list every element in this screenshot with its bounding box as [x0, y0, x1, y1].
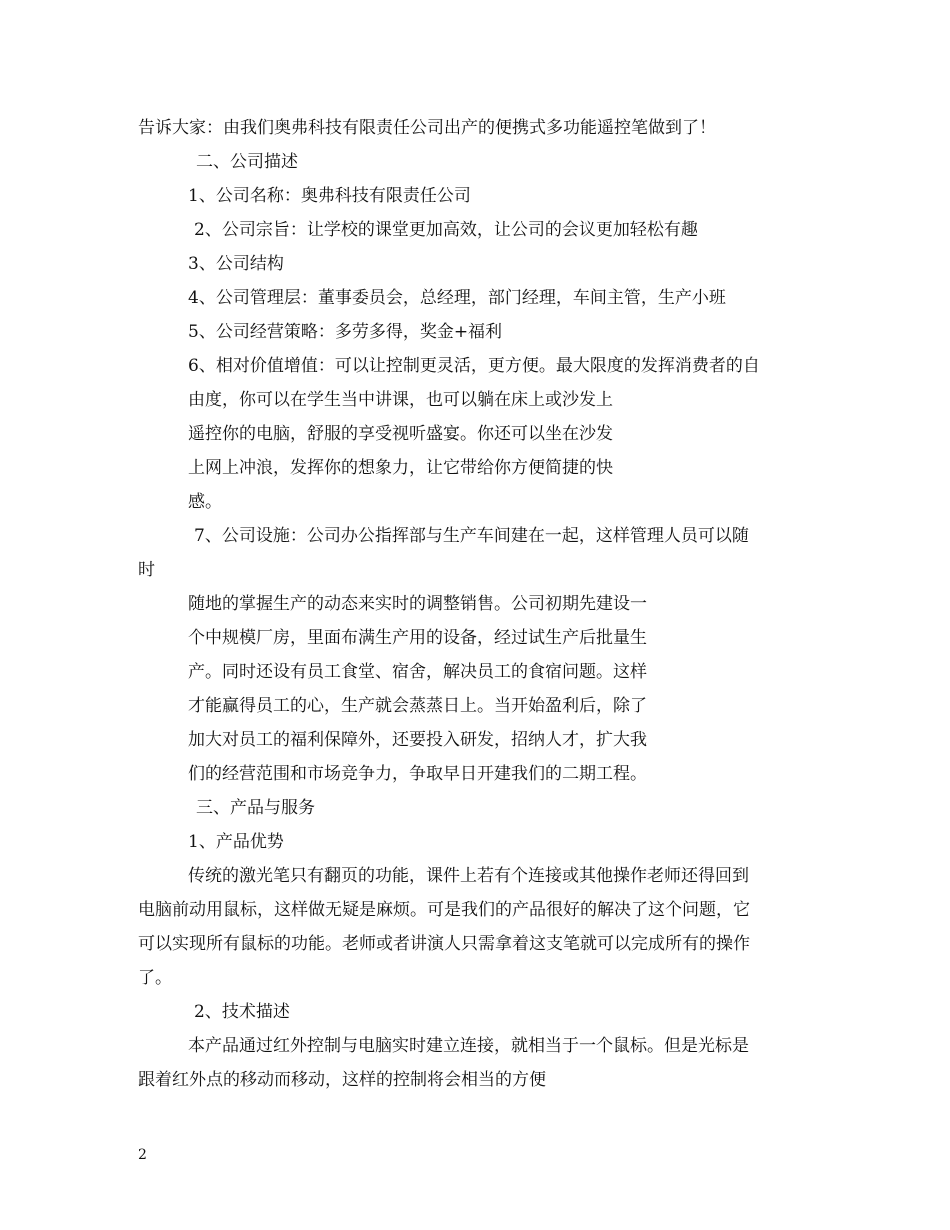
body-line-facilities-5: 才能赢得员工的心，生产就会蒸蒸日上。当开始盈利后，除了	[188, 696, 647, 716]
body-line-facilities-7: 们的经营范围和市场竞争力，争取早日开建我们的二期工程。	[188, 764, 647, 784]
page-number: 2	[138, 1147, 147, 1163]
body-line-facilities-4: 产。同时还设有员工食堂、宿舍，解决员工的食宿问题。这样	[188, 662, 647, 682]
body-line-1: 告诉大家：由我们奥弗科技有限责任公司出产的便携式多功能遥控笔做到了！	[138, 118, 716, 138]
list-item-company-name: 1、公司名称：奥弗科技有限责任公司	[188, 186, 471, 206]
list-item-company-structure: 3、公司结构	[188, 254, 284, 274]
body-line-facilities-wrap: 时	[138, 560, 155, 580]
list-item-tech-description: 2、技术描述	[194, 1002, 290, 1022]
body-line-facilities-6: 加大对员工的福利保障外，还要投入研发，招纳人才，扩大我	[188, 730, 647, 750]
body-line-value-4: 上网上冲浪，发挥你的想象力，让它带给你方便简捷的快	[188, 458, 613, 478]
body-line-value-3: 遥控你的电脑，舒服的享受视听盛宴。你还可以坐在沙发	[188, 424, 613, 444]
body-line-facilities-2: 随地的掌握生产的动态来实时的调整销售。公司初期先建设一	[188, 594, 647, 614]
section-heading-company: 二、公司描述	[196, 152, 298, 172]
body-line-advantage-3: 可以实现所有鼠标的功能。老师或者讲演人只需拿着这支笔就可以完成所有的操作	[138, 934, 750, 954]
body-line-facilities-3: 个中规模厂房，里面布满生产用的设备，经过试生产后批量生	[188, 628, 647, 648]
body-line-advantage-1: 传统的激光笔只有翻页的功能，课件上若有个连接或其他操作老师还得回到	[188, 866, 749, 886]
body-line-advantage-4: 了。	[138, 968, 172, 988]
body-line-value-5: 感。	[188, 492, 222, 512]
body-line-value-2: 由度，你可以在学生当中讲课，也可以躺在床上或沙发上	[188, 390, 613, 410]
body-line-tech-2: 跟着红外点的移动而移动，这样的控制将会相当的方便	[138, 1070, 546, 1090]
section-heading-products: 三、产品与服务	[196, 798, 315, 818]
list-item-company-purpose: 2、公司宗旨：让学校的课堂更加高效，让公司的会议更加轻松有趣	[194, 220, 698, 240]
body-line-advantage-2: 电脑前动用鼠标，这样做无疑是麻烦。可是我们的产品很好的解决了这个问题，它	[138, 900, 750, 920]
list-item-strategy: 5、公司经营策略：多劳多得，奖金+福利	[188, 322, 503, 342]
list-item-management: 4、公司管理层：董事委员会，总经理，部门经理，车间主管，生产小班	[188, 288, 726, 308]
body-line-tech-1: 本产品通过红外控制与电脑实时建立连接，就相当于一个鼠标。但是光标是	[188, 1036, 749, 1056]
list-item-facilities: 7、公司设施：公司办公指挥部与生产车间建在一起，这样管理人员可以随	[194, 526, 749, 546]
list-item-value-added: 6、相对价值增值：可以让控制更灵活，更方便。最大限度的发挥消费者的自	[188, 356, 760, 376]
list-item-product-advantage: 1、产品优势	[188, 832, 284, 852]
